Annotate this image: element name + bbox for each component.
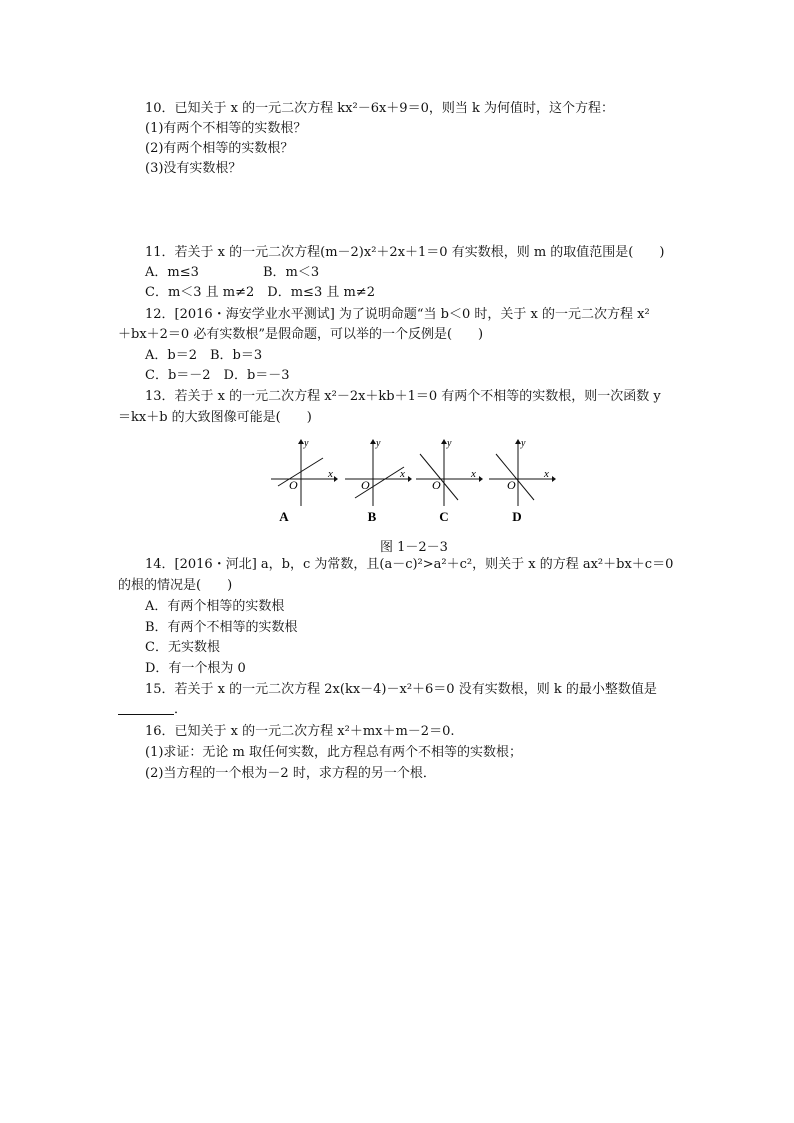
q11-option-a: A．m≤3 (145, 265, 199, 280)
q10-part-3: (3)没有实数根？ (145, 161, 242, 176)
q14-option-a: A．有两个相等的实数根 (145, 599, 285, 614)
q14-option-d: D．有一个根为 0 (145, 661, 246, 676)
graph-b (345, 438, 412, 524)
q14-option-b: B．有两个不相等的实数根 (145, 620, 298, 635)
q10-part-1: (1)有两个不相等的实数根？ (145, 121, 307, 136)
q14-line-1: 14．[2016・河北] a，b，c 为常数，且(a－c)²>a²＋c²，则关于 x 的方程 ax²＋bx＋c＝0 (145, 557, 674, 572)
figure-caption: 图 1－2－3 (380, 540, 448, 555)
graph-c-y-label: y (447, 438, 452, 449)
graph-b-origin: O (361, 478, 370, 492)
graph-a-y-label: y (304, 438, 309, 449)
graph-c-label: C (439, 509, 449, 524)
graph-d-origin: O (507, 478, 516, 492)
q10-part-2: (2)有两个相等的实数根？ (145, 141, 294, 156)
graph-d-y-label: y (521, 438, 526, 449)
q14-option-c: C．无实数根 (145, 640, 220, 655)
q10-stem: 10．已知关于 x 的一元二次方程 kx²－6x＋9＝0，则当 k 为何值时，这个方程： (145, 101, 614, 116)
graph-b-x-label: x (400, 468, 405, 480)
q12-line-2: ＋bx＋2＝0 必有实数根”是假命题，可以举的一个反例是( ) (118, 327, 484, 342)
graph-d (489, 438, 556, 524)
graph-d-label: D (512, 509, 522, 524)
q14-line-2: 的根的情况是( ) (118, 578, 233, 593)
graph-d-x-label: x (544, 468, 549, 480)
q11-options-cd: C．m＜3 且 m≠2 D．m≤3 且 m≠2 (145, 285, 375, 300)
graph-c-x-label: x (471, 468, 476, 480)
q12-line-1: 12．[2016・海安学业水平测试] 为了说明命题“当 b＜0 时，关于 x 的一元二次方程 x² (145, 307, 650, 322)
q12-options-ab: A．b＝2 B．b＝3 (145, 348, 263, 363)
graph-a-origin: O (289, 478, 298, 492)
graph-c-origin: O (432, 478, 441, 492)
graph-a (271, 438, 338, 524)
graph-a-x-label: x (328, 468, 333, 480)
q13-line-2: ＝kx＋b 的大致图像可能是( ) (118, 410, 312, 425)
q13-figure (268, 434, 558, 534)
q11-stem: 11．若关于 x 的一元二次方程(m－2)x²＋2x＋1＝0 有实数根，则 m 的取值范围是( ) (145, 245, 665, 260)
q15-answer-blank (118, 700, 174, 715)
q15-line-1: 15．若关于 x 的一元二次方程 2x(kx－4)－x²＋6＝0 没有实数根，则 k 的最小整数值是 (145, 682, 657, 697)
q12-options-cd: C．b＝－2 D．b＝－3 (145, 368, 290, 383)
q16-part-1: (1)求证：无论 m 取任何实数，此方程总有两个不相等的实数根； (145, 745, 523, 760)
graph-a-label: A (279, 509, 289, 524)
graph-b-label: B (367, 509, 377, 524)
q16-part-2: (2)当方程的一个根为－2 时，求方程的另一个根． (145, 766, 436, 781)
q16-stem: 16．已知关于 x 的一元二次方程 x²＋mx＋m－2＝0. (145, 724, 455, 739)
graph-b-y-label: y (376, 438, 381, 449)
q15-period: ． (174, 702, 188, 717)
q13-line-1: 13．若关于 x 的一元二次方程 x²－2x＋kb＋1＝0 有两个不相等的实数根，则一次函数 y (145, 389, 661, 404)
q11-option-b: B．m＜3 (263, 265, 320, 280)
graph-c (416, 438, 483, 524)
